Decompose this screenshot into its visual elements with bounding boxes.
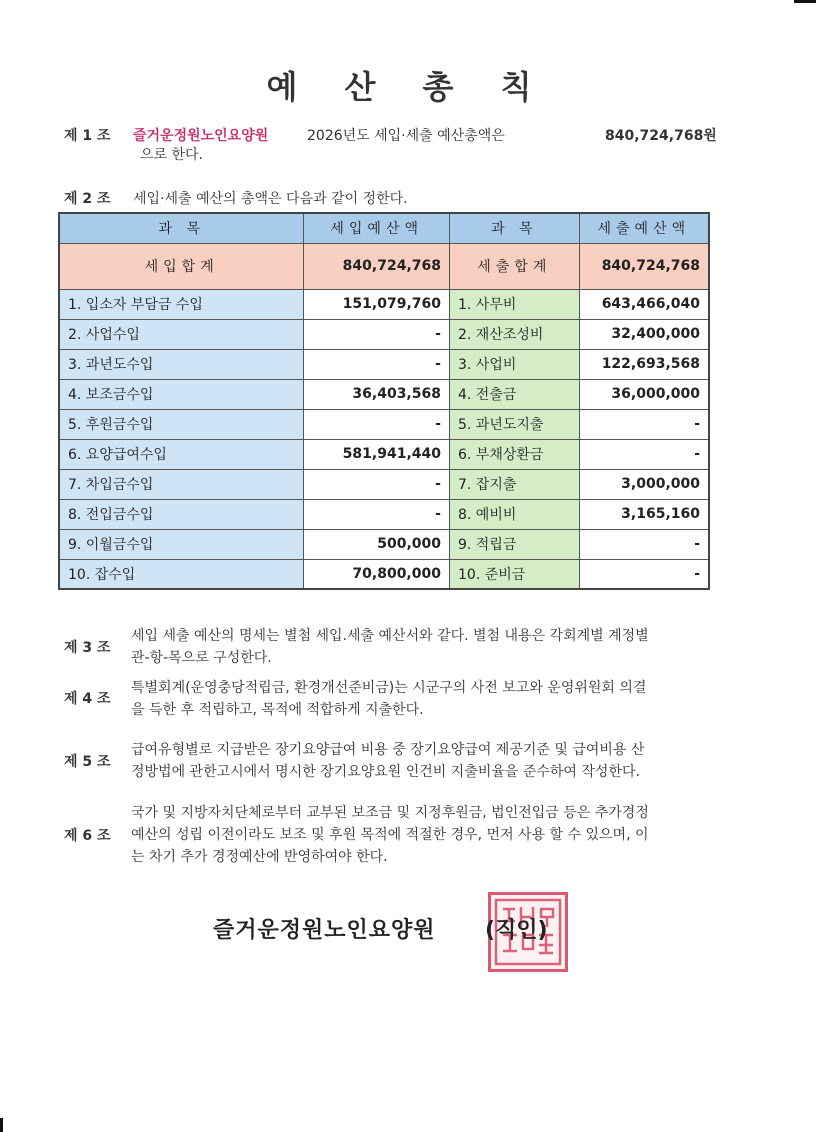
income-amount-cell: - bbox=[304, 319, 450, 349]
article-5-label: 제 5 조 bbox=[64, 754, 111, 770]
article-5-line: 급여유형별로 지급받은 장기요양급여 비용 중 장기요양급여 제공기준 및 급여비용 산 bbox=[131, 742, 645, 758]
expense-total-label: 세출합계 bbox=[449, 243, 579, 289]
article-1-org-name: 즐거운정원노인요양원 bbox=[133, 128, 269, 144]
expense-subject-cell: 2. 재산조성비 bbox=[449, 319, 579, 349]
article-4-line: 을 득한 후 적립하고, 목적에 적합하게 지출한다. bbox=[131, 702, 424, 718]
scan-corner-mark bbox=[794, 0, 816, 3]
article-2-label: 제 2 조 bbox=[64, 191, 111, 207]
expense-amount-cell: - bbox=[579, 439, 709, 469]
income-amount-cell: - bbox=[304, 349, 450, 379]
seal-label: (직인) bbox=[485, 918, 548, 943]
header-expense-amount: 세출예산액 bbox=[579, 213, 709, 243]
expense-subject-cell: 10. 준비금 bbox=[449, 559, 579, 589]
expense-amount-cell: 32,400,000 bbox=[579, 319, 709, 349]
expense-amount-cell: 36,000,000 bbox=[579, 379, 709, 409]
table-row bbox=[59, 469, 709, 499]
expense-amount-cell: 3,165,160 bbox=[579, 499, 709, 529]
scan-corner-mark bbox=[0, 1118, 3, 1132]
income-amount-cell: 70,800,000 bbox=[304, 559, 450, 589]
expense-subject-cell: 4. 전출금 bbox=[449, 379, 579, 409]
table-row bbox=[59, 529, 709, 559]
table-total-row bbox=[59, 243, 709, 289]
table-row bbox=[59, 439, 709, 469]
expense-subject-cell: 9. 적립금 bbox=[449, 529, 579, 559]
income-amount-cell: - bbox=[304, 409, 450, 439]
table-row bbox=[59, 379, 709, 409]
article-1-label: 제 1 조 bbox=[64, 128, 111, 144]
income-amount-cell: - bbox=[304, 469, 450, 499]
income-subject-cell: 1. 입소자 부담금 수입 bbox=[59, 289, 304, 319]
article-6-line: 국가 및 지방자치단체로부터 교부된 보조금 및 지정후원금, 법인전입금 등은 추가경정 bbox=[131, 805, 649, 821]
budget-table bbox=[58, 212, 710, 590]
expense-subject-cell: 3. 사업비 bbox=[449, 349, 579, 379]
expense-amount-cell: - bbox=[579, 409, 709, 439]
expense-subject-cell: 7. 잡지출 bbox=[449, 469, 579, 499]
expense-subject-cell: 5. 과년도지출 bbox=[449, 409, 579, 439]
expense-amount-cell: 122,693,568 bbox=[579, 349, 709, 379]
article-4-line: 특별회계(운영충당적립금, 환경개선준비금)는 시군구의 사전 보고와 운영위원회 의결 bbox=[131, 680, 647, 696]
article-1-text: 2026년도 세입·세출 예산총액은 bbox=[307, 128, 505, 144]
article-4-label: 제 4 조 bbox=[64, 691, 111, 707]
article-6-line: 는 차기 추가 경정예산에 반영하여야 한다. bbox=[131, 849, 388, 865]
income-subject-cell: 10. 잡수입 bbox=[59, 559, 304, 589]
table-row bbox=[59, 409, 709, 439]
footer-org-name: 즐거운정원노인요양원 bbox=[213, 918, 436, 943]
income-subject-cell: 6. 요양급여수입 bbox=[59, 439, 304, 469]
income-subject-cell: 9. 이월금수입 bbox=[59, 529, 304, 559]
table-row bbox=[59, 349, 709, 379]
income-subject-cell: 4. 보조금수입 bbox=[59, 379, 304, 409]
table-row bbox=[59, 319, 709, 349]
expense-amount-cell: - bbox=[579, 529, 709, 559]
income-subject-cell: 2. 사업수입 bbox=[59, 319, 304, 349]
income-subject-cell: 5. 후원금수입 bbox=[59, 409, 304, 439]
income-amount-cell: 500,000 bbox=[304, 529, 450, 559]
header-income-subject: 과 목 bbox=[59, 213, 304, 243]
expense-subject-cell: 6. 부채상환금 bbox=[449, 439, 579, 469]
article-3-label: 제 3 조 bbox=[64, 640, 111, 656]
expense-amount-cell: 643,466,040 bbox=[579, 289, 709, 319]
article-1-amount: 840,724,768원 bbox=[605, 128, 717, 144]
expense-subject-cell: 1. 사무비 bbox=[449, 289, 579, 319]
income-subject-cell: 3. 과년도수입 bbox=[59, 349, 304, 379]
article-5-line: 정방법에 관한고시에서 명시한 장기요양요원 인건비 지출비율을 준수하여 작성한다. bbox=[131, 764, 640, 780]
article-5-text bbox=[131, 739, 706, 783]
article-3-text bbox=[131, 625, 706, 669]
income-amount-cell: 581,941,440 bbox=[304, 439, 450, 469]
table-header-row bbox=[59, 213, 709, 243]
expense-amount-cell: 3,000,000 bbox=[579, 469, 709, 499]
table-row bbox=[59, 499, 709, 529]
income-amount-cell: 36,403,568 bbox=[304, 379, 450, 409]
article-6-line: 예산의 성립 이전이라도 보조 및 후원 목적에 적절한 경우, 먼저 사용 할 수 있으며, 이 bbox=[131, 827, 649, 843]
income-amount-cell: 151,079,760 bbox=[304, 289, 450, 319]
income-subject-cell: 8. 전입금수입 bbox=[59, 499, 304, 529]
table-row bbox=[59, 289, 709, 319]
article-3-line: 세입 세출 예산의 명세는 별첨 세입.세출 예산서와 같다. 별첨 내용은 각회계별 계정별 bbox=[131, 628, 649, 644]
income-total-label: 세입합계 bbox=[59, 243, 304, 289]
article-4-text bbox=[131, 677, 706, 721]
article-6-label: 제 6 조 bbox=[64, 828, 111, 844]
header-income-amount: 세입예산액 bbox=[304, 213, 450, 243]
income-total-amount: 840,724,768 bbox=[304, 243, 450, 289]
article-2-text: 세입·세출 예산의 총액은 다음과 같이 정한다. bbox=[133, 191, 408, 207]
document-title: 예 산 총 칙 bbox=[266, 68, 550, 106]
income-subject-cell: 7. 차입금수입 bbox=[59, 469, 304, 499]
table-row bbox=[59, 559, 709, 589]
expense-amount-cell: - bbox=[579, 559, 709, 589]
header-expense-subject: 과 목 bbox=[449, 213, 579, 243]
expense-total-amount: 840,724,768 bbox=[579, 243, 709, 289]
income-amount-cell: - bbox=[304, 499, 450, 529]
article-3-line: 관-항-목으로 구성한다. bbox=[131, 650, 272, 666]
expense-subject-cell: 8. 예비비 bbox=[449, 499, 579, 529]
article-1-text-continued: 으로 한다. bbox=[140, 147, 203, 163]
article-6-text bbox=[131, 802, 706, 868]
